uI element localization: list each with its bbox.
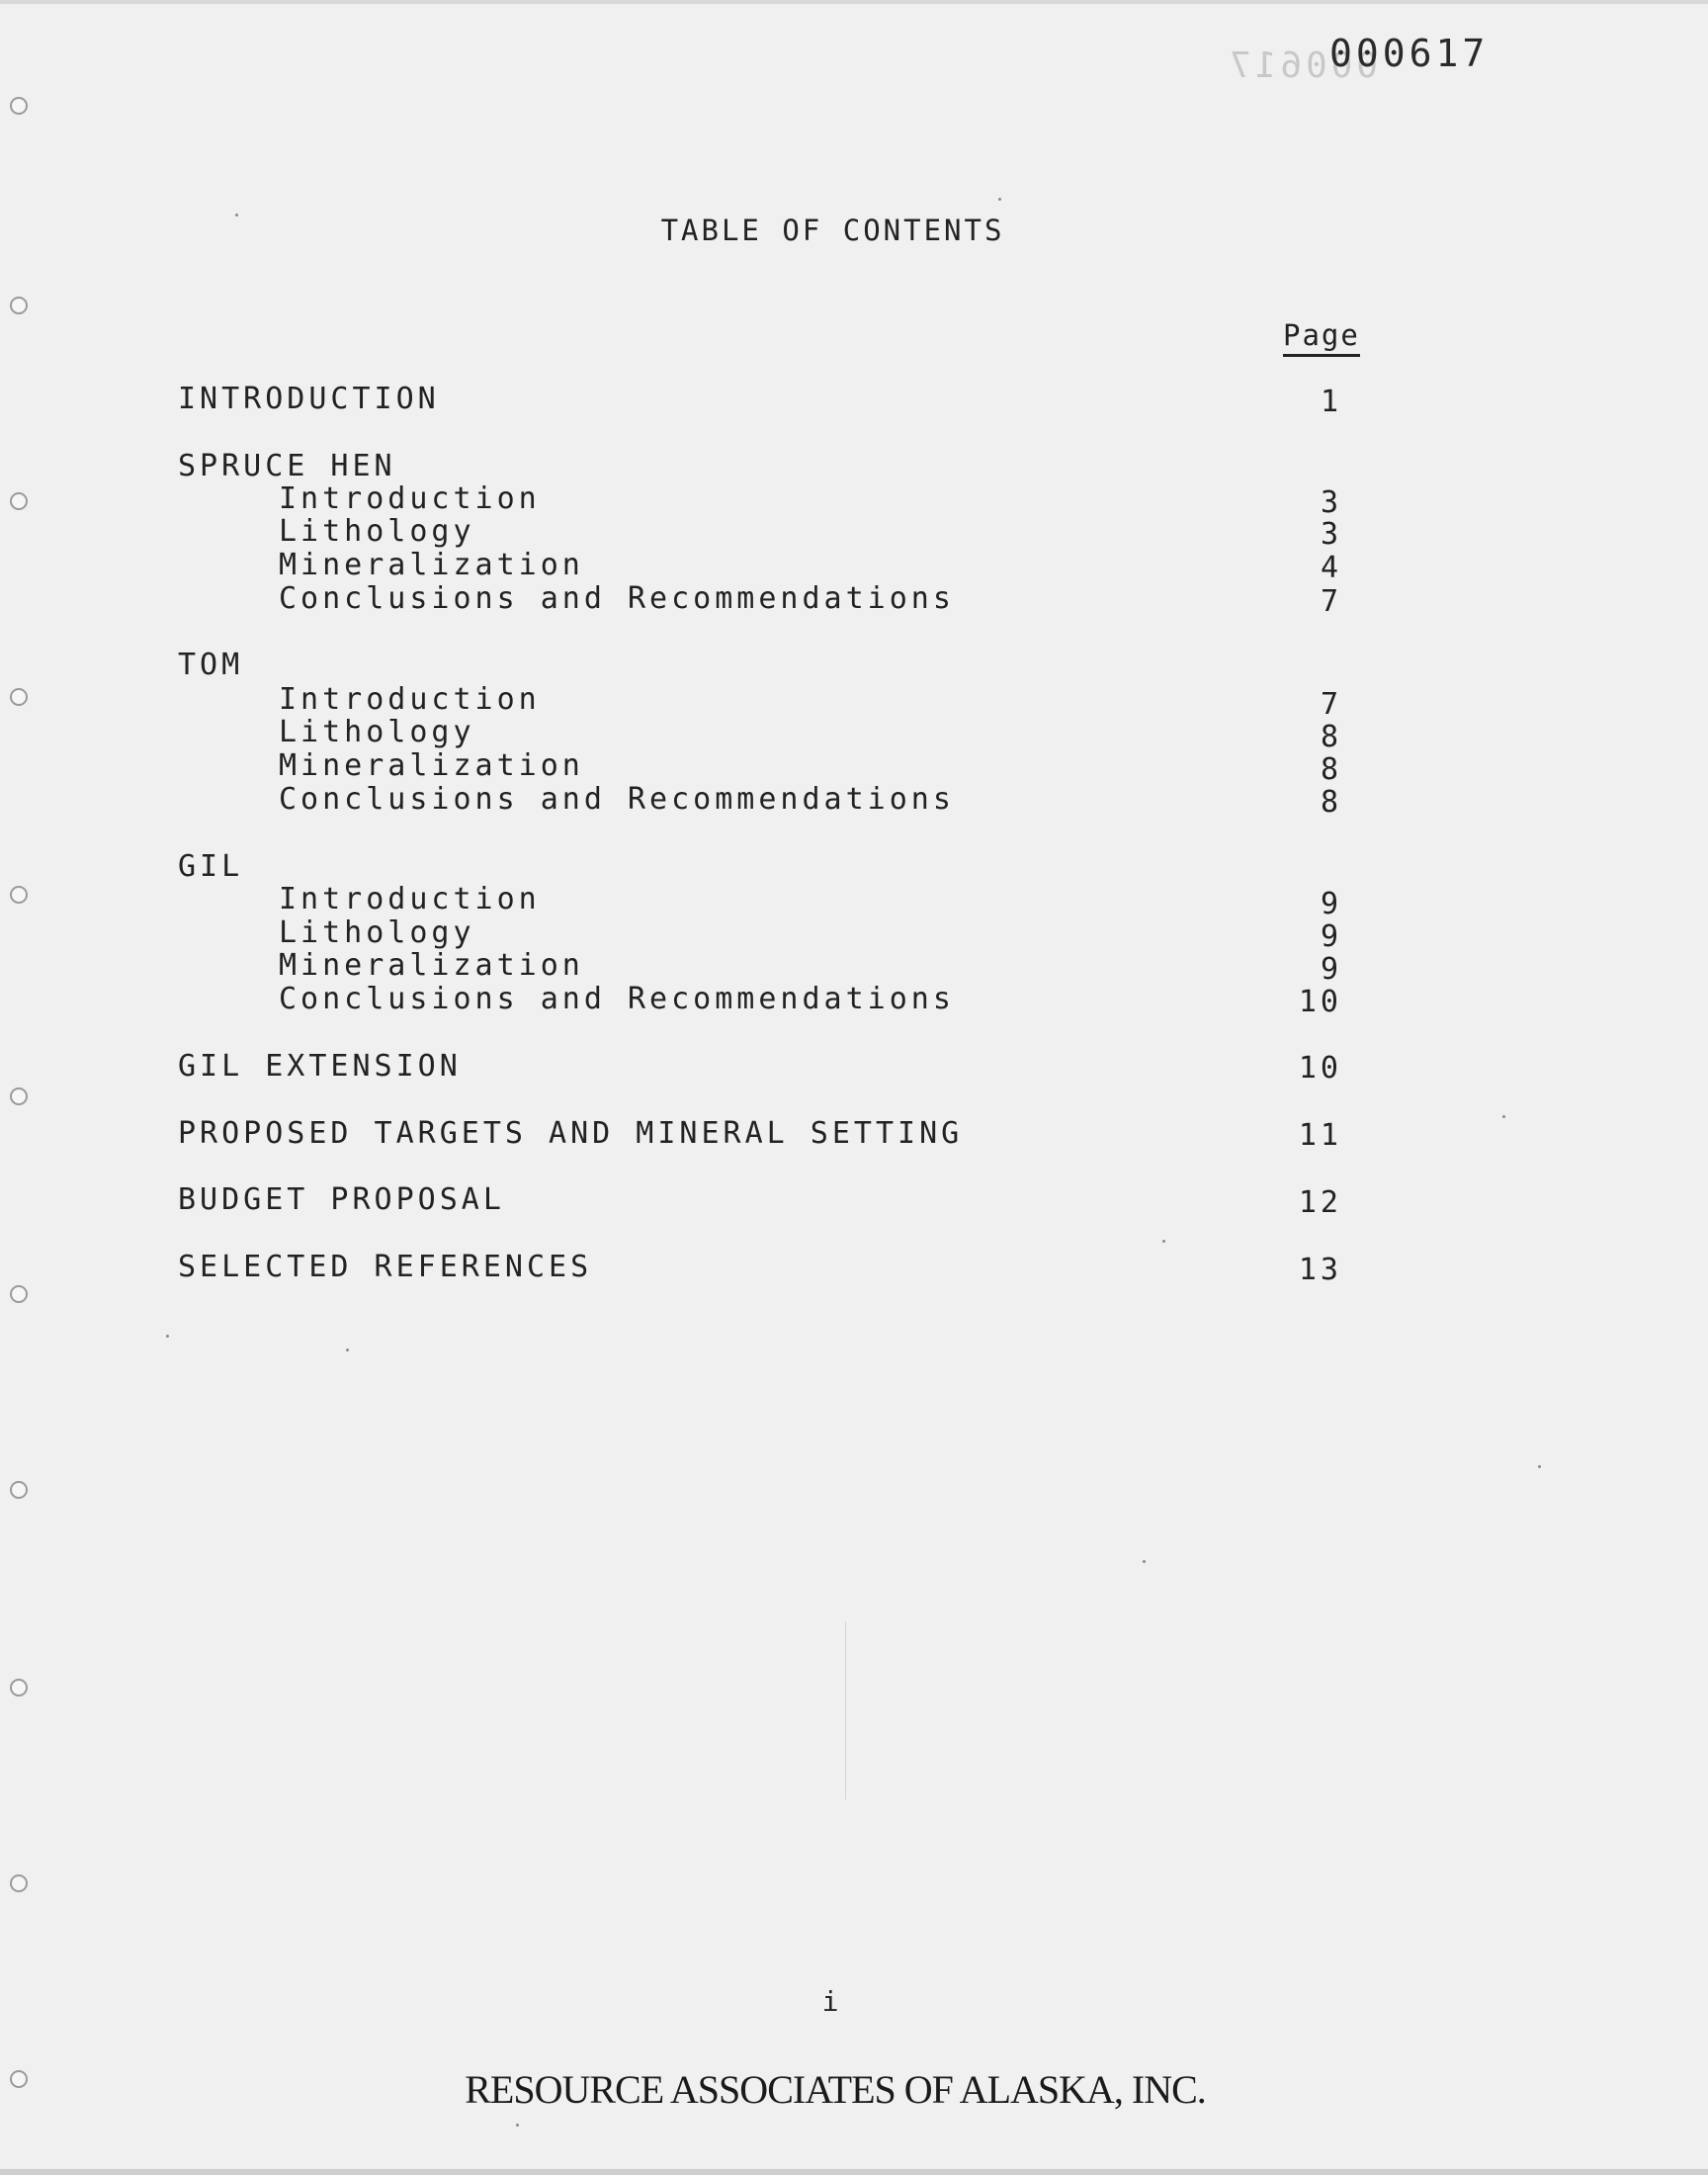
doc-number-bleedthrough: 000617	[1226, 45, 1379, 86]
toc-page-number: 3	[1320, 485, 1342, 520]
toc-subentry: Mineralization	[279, 948, 584, 983]
page-column-header: Page	[1283, 318, 1360, 357]
binder-hole	[10, 886, 28, 904]
toc-entry-selected-references: SELECTED REFERENCES	[178, 1250, 593, 1284]
toc-page-number: 9	[1320, 887, 1342, 921]
scan-speck	[166, 1335, 169, 1338]
binder-hole	[10, 1088, 28, 1105]
toc-page-number: 4	[1320, 551, 1342, 585]
toc-subentry: Mineralization	[279, 748, 584, 783]
doc-number: 000617	[1329, 32, 1490, 75]
scan-speck	[998, 198, 1001, 201]
toc-section-spruce-hen: SPRUCE HEN	[178, 449, 396, 483]
scan-fold-line	[845, 1621, 846, 1799]
scan-speck	[516, 2124, 519, 2127]
toc-page-number: 8	[1320, 720, 1342, 754]
binder-hole	[10, 1679, 28, 1696]
toc-page-number: 8	[1320, 752, 1342, 787]
toc-page-number: 10	[1298, 1051, 1342, 1086]
toc-subentry: Lithology	[279, 514, 475, 549]
page-folio: i	[821, 1985, 839, 2018]
binder-hole	[10, 297, 28, 314]
toc-page-number: 1	[1320, 385, 1342, 419]
scan-speck	[1538, 1465, 1541, 1468]
toc-subentry: Introduction	[279, 882, 541, 916]
toc-subentry: Lithology	[279, 715, 475, 749]
toc-entry-proposed-targets: PROPOSED TARGETS AND MINERAL SETTING	[178, 1116, 964, 1151]
toc-page-number: 3	[1320, 517, 1342, 552]
binder-hole	[10, 1874, 28, 1892]
scan-speck	[346, 1348, 349, 1351]
toc-subentry: Lithology	[279, 915, 475, 950]
scan-speck	[1502, 1115, 1505, 1118]
toc-page-number: 11	[1298, 1118, 1342, 1153]
toc-page-number: 9	[1320, 952, 1342, 987]
toc-page-number: 8	[1320, 785, 1342, 820]
toc-subentry: Introduction	[279, 481, 541, 516]
company-footer: RESOURCE ASSOCIATES OF ALASKA, INC.	[465, 2067, 1206, 2112]
toc-page-number: 12	[1298, 1185, 1342, 1220]
toc-page-number: 9	[1320, 919, 1342, 954]
toc-title: TABLE OF CONTENTS	[660, 214, 1005, 247]
toc-section-tom: TOM	[178, 648, 244, 682]
binder-hole	[10, 688, 28, 706]
toc-subentry: Introduction	[279, 682, 541, 717]
toc-subentry: Conclusions and Recommendations	[279, 782, 955, 817]
toc-entry-gil-extension: GIL EXTENSION	[178, 1049, 462, 1084]
binder-hole	[10, 97, 28, 115]
toc-subentry: Mineralization	[279, 548, 584, 582]
binder-hole	[10, 1285, 28, 1303]
toc-page-number: 13	[1298, 1253, 1342, 1287]
toc-page-number: 10	[1298, 985, 1342, 1019]
scan-speck	[1162, 1240, 1165, 1243]
binder-hole	[10, 492, 28, 510]
toc-entry-budget-proposal: BUDGET PROPOSAL	[178, 1182, 505, 1217]
toc-page-number: 7	[1320, 584, 1342, 619]
toc-subentry: Conclusions and Recommendations	[279, 982, 955, 1016]
toc-page-number: 7	[1320, 687, 1342, 722]
scan-speck	[1143, 1560, 1146, 1563]
binder-hole	[10, 1481, 28, 1499]
toc-entry-introduction: INTRODUCTION	[178, 382, 440, 416]
toc-section-gil: GIL	[178, 849, 244, 884]
toc-subentry: Conclusions and Recommendations	[279, 581, 955, 616]
